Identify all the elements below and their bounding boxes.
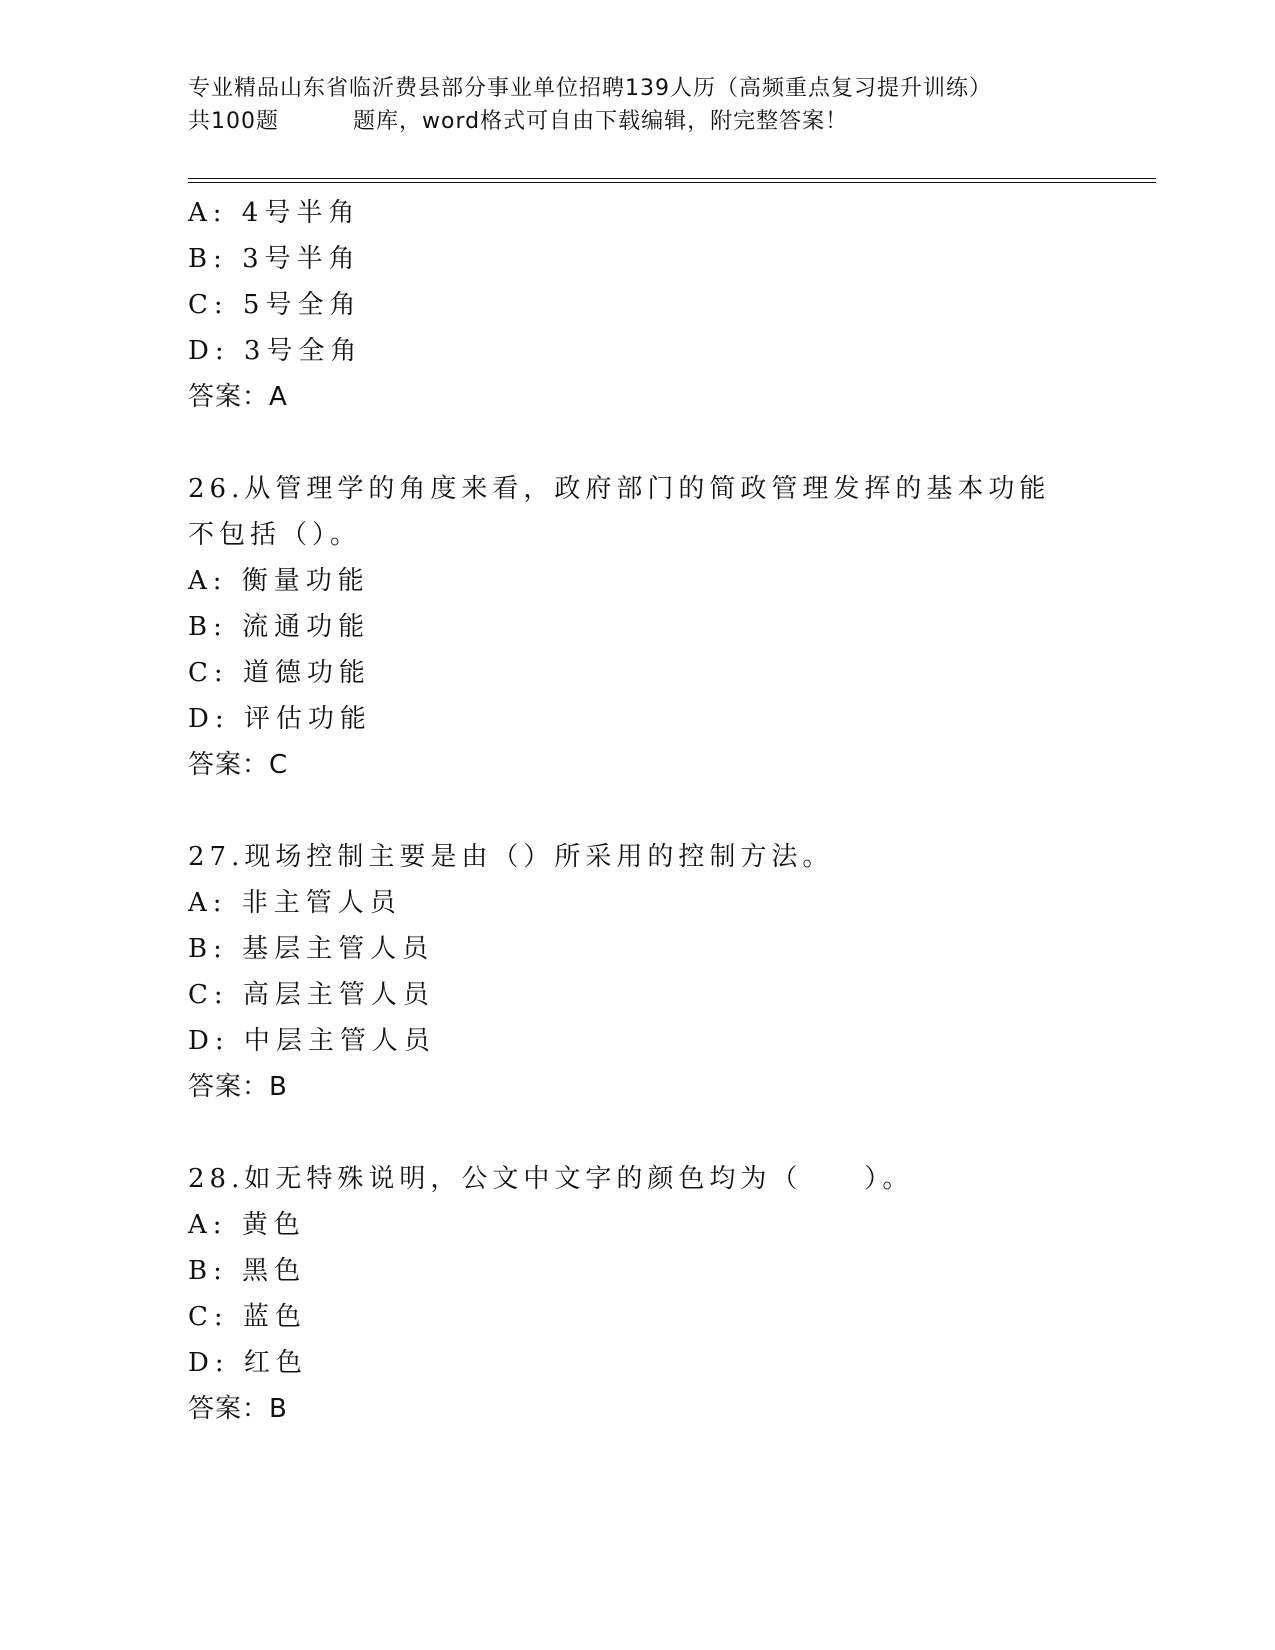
option-a: A: 黄色 [188,1210,306,1240]
header-subtitle [188,105,1148,138]
option-a: A: 衡量功能 [188,566,370,596]
document-header [188,72,1148,138]
option-c: C: 道德功能 [188,658,371,688]
document-body [188,190,1088,1432]
question-25-block [188,190,1088,420]
answer-line: 答案：A [188,382,288,412]
option-a: A: 4号半角 [188,198,361,228]
header-title: 专业精品山东省临沂费县部分事业单位招聘139人历（高频重点复习提升训练） [188,76,992,101]
option-c: C: 5号全角 [188,290,362,320]
header-divider [188,178,1156,183]
option-d: D: 红色 [188,1348,308,1378]
answer-line: 答案：B [188,1072,288,1102]
question-28-block [188,1156,1088,1432]
question-text: 26.从管理学的角度来看，政府部门的简政管理发挥的基本功能不包括（）。 [188,474,1051,550]
answer-line: 答案：B [188,1394,288,1424]
option-d: D: 3号全角 [188,336,363,366]
question-text: 28.如无特殊说明，公文中文字的颜色均为（ ）。 [188,1164,914,1194]
option-b: B: 3号半角 [188,244,361,274]
option-d: D: 评估功能 [188,704,372,734]
question-27-block [188,834,1088,1110]
option-d: D: 中层主管人员 [188,1026,436,1056]
option-b: B: 基层主管人员 [188,934,435,964]
option-b: B: 黑色 [188,1256,307,1286]
question-text: 27.现场控制主要是由（）所采用的控制方法。 [188,842,834,872]
option-b: B: 流通功能 [188,612,371,642]
header-description: 题库，word格式可自由下载编辑，附完整答案！ [353,109,849,134]
answer-line: 答案：C [188,750,289,780]
option-c: C: 高层主管人员 [188,980,435,1010]
option-a: A: 非主管人员 [188,888,402,918]
option-c: C: 蓝色 [188,1302,307,1332]
question-26-block [188,466,1088,788]
question-count: 共100题 [188,109,279,134]
